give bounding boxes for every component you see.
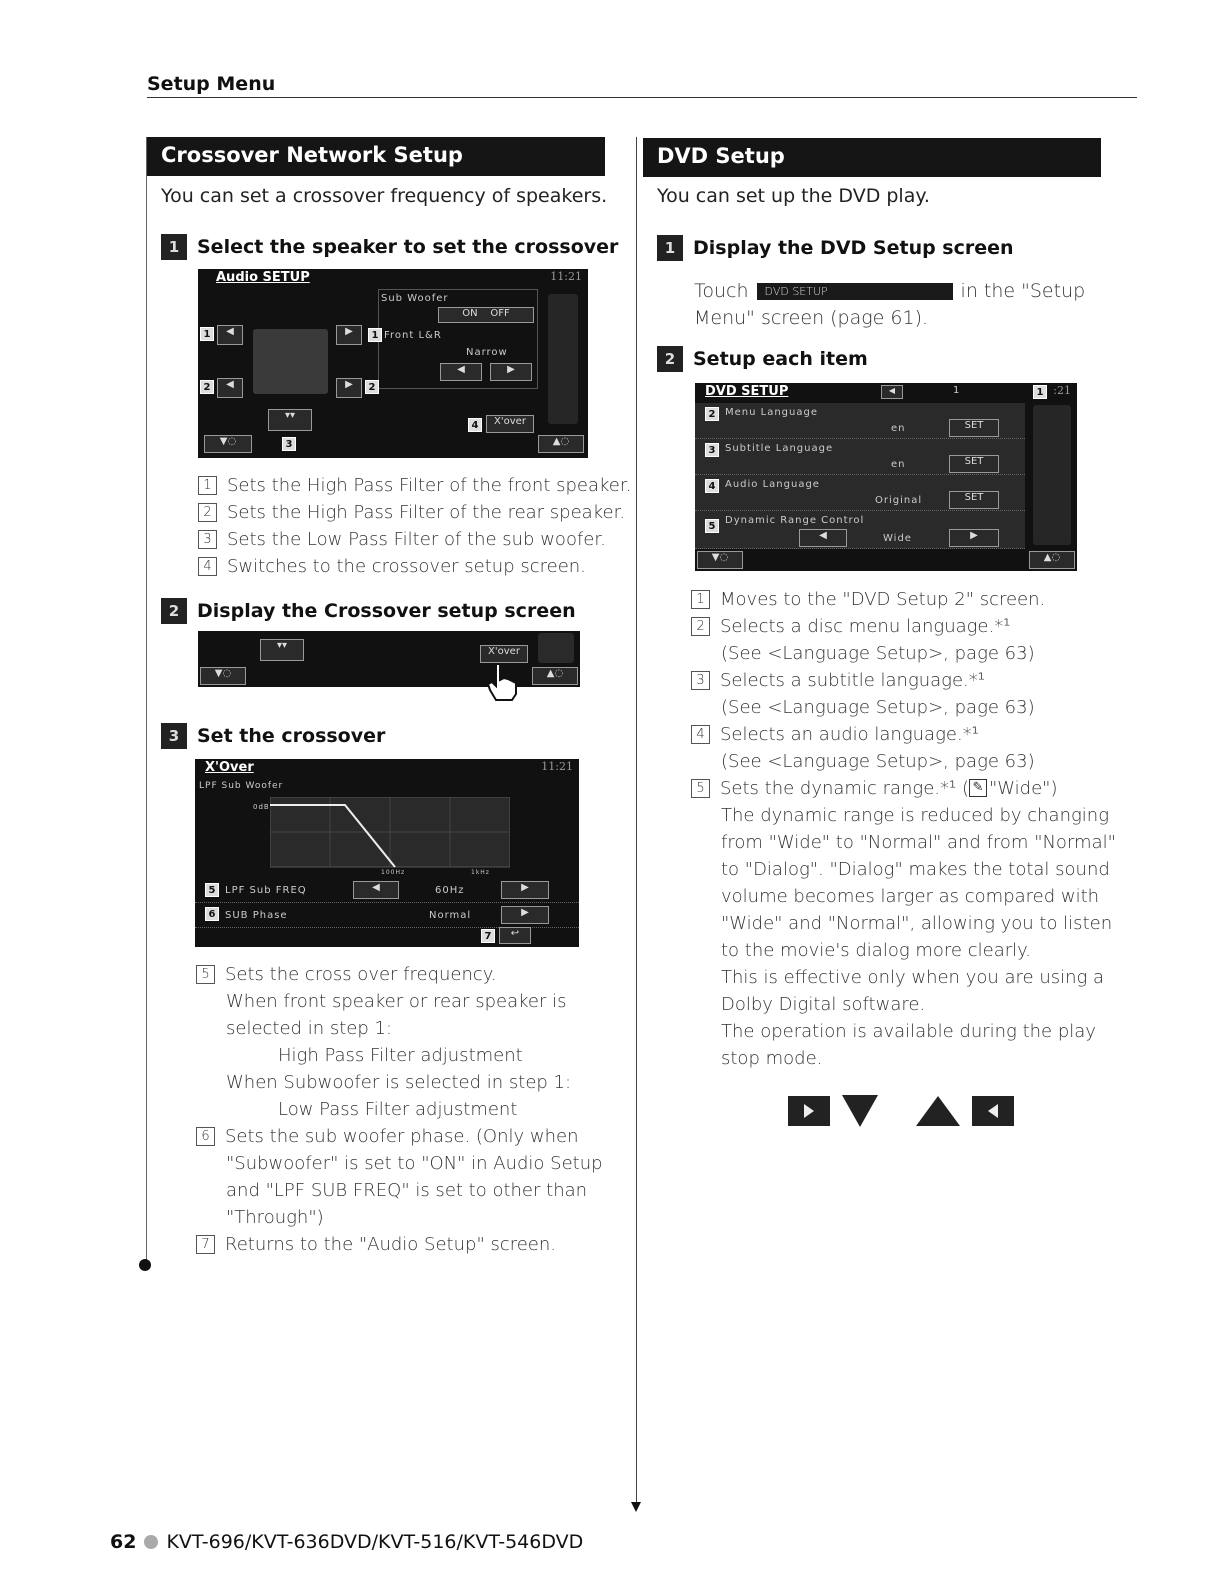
dvd-touch-instruction (694, 278, 1085, 332)
dynamic-range-next-button[interactable]: ▶ (949, 529, 999, 547)
list-item (691, 721, 1116, 748)
list-key: 6 (196, 1127, 215, 1146)
list-text: Selects a subtitle language.*¹ (720, 670, 985, 691)
sub-woofer-button[interactable]: ▾▾ (260, 639, 304, 661)
list-item (198, 472, 631, 499)
subtitle-language-row (695, 439, 1025, 475)
navigation-arrows-icon (788, 1095, 1014, 1127)
step-number: 2 (161, 598, 187, 624)
menu-language-value: en (891, 423, 906, 434)
list-text: The dynamic range is reduced by changing (721, 805, 1109, 826)
callout-4: 4 (705, 479, 719, 493)
audio-language-row (695, 475, 1025, 511)
front-left-button[interactable]: ◀ (217, 325, 243, 345)
list-text: When front speaker or rear speaker is (226, 991, 567, 1012)
list-text: The operation is available during the play (721, 1021, 1096, 1042)
callout-3: 3 (282, 437, 296, 451)
list-key: 4 (691, 725, 710, 744)
screen-time: :21 (1053, 384, 1071, 397)
freq-down-button[interactable]: ◀ (353, 881, 399, 899)
phase-button[interactable]: ▶ (501, 906, 549, 924)
callout-2: 2 (200, 380, 214, 394)
list-key: 1 (198, 476, 217, 495)
freq-up-button[interactable]: ▶ (501, 881, 549, 899)
screen-time: 11:21 (550, 270, 582, 283)
list-key: 5 (691, 779, 710, 798)
callout-5: 5 (705, 519, 719, 533)
list-text: (See <Language Setup>, page 63) (721, 643, 1035, 664)
rear-right-button[interactable]: ▶ (336, 378, 362, 398)
callout-2: 2 (705, 407, 719, 421)
step-title: Display the DVD Setup screen (693, 237, 1014, 259)
list-text: Selects an audio language.*¹ (720, 724, 979, 745)
middle-column-rule (636, 137, 637, 1502)
callout-1: 1 (1033, 385, 1047, 399)
dvd-step-2 (657, 346, 868, 372)
list-text: Sets the dynamic range.*¹ ( (720, 778, 969, 799)
callout-5: 5 (205, 883, 219, 897)
list-key: 3 (691, 671, 710, 690)
dvd-intro: You can set up the DVD play. (657, 185, 930, 207)
list-text: Returns to the "Audio Setup" screen. (225, 1234, 556, 1255)
wrench-icon: ✎ (969, 779, 987, 797)
xover-screen (195, 759, 579, 947)
dynamic-range-prev-button[interactable]: ◀ (799, 529, 847, 547)
subtitle-language-set-button[interactable]: SET (949, 455, 999, 473)
prev-page-icon (972, 1096, 1014, 1126)
on-off-toggle[interactable] (438, 307, 534, 323)
list-key: 2 (198, 503, 217, 522)
step-title: Select the speaker to set the crossover (197, 236, 619, 258)
list-text: to the movie's dialog more clearly. (721, 940, 1031, 961)
callout-3: 3 (705, 443, 719, 457)
car-speakers-icon (253, 329, 328, 394)
list-text: "Wide" and "Normal", allowing you to listen (721, 913, 1113, 934)
crossover-step-1 (161, 234, 618, 260)
list-text: When Subwoofer is selected in step 1: (226, 1072, 572, 1093)
list-item (196, 961, 603, 988)
list-text: (See <Language Setup>, page 63) (721, 697, 1035, 718)
dvd-setup-screen (695, 383, 1077, 571)
list-text: Dolby Digital software. (721, 994, 926, 1015)
list-text: Sets the High Pass Filter of the rear speaker. (227, 502, 626, 523)
scroll-up-button[interactable]: ▲◌ (538, 435, 584, 453)
lpf-freq-value: 60Hz (435, 885, 465, 896)
list-text: Switches to the crossover setup screen. (227, 556, 586, 577)
list-key: 1 (691, 590, 710, 609)
step-number: 1 (657, 235, 683, 261)
narrow-label: Narrow (466, 347, 508, 358)
list-item (198, 553, 631, 580)
dvd-step-1 (657, 235, 1014, 261)
callout-1b: 1 (200, 327, 214, 341)
list-key: 2 (691, 617, 710, 636)
dynamic-range-value: Wide (883, 533, 912, 544)
step-title: Display the Crossover setup screen (197, 600, 576, 622)
page-number: 62 (110, 1531, 137, 1553)
crossover-section-title: Crossover Network Setup (147, 137, 605, 176)
list-text: and "LPF SUB FREQ" is set to other than (226, 1180, 588, 1201)
list-text: to "Dialog". "Dialog" makes the total sound (721, 859, 1110, 880)
left-column-end-dot (139, 1259, 151, 1271)
footer-separator-icon (144, 1535, 158, 1549)
list-text: This is effective only when you are using a (721, 967, 1105, 988)
screen-title: Audio SETUP (216, 270, 310, 285)
screen-time: 11:21 (541, 760, 573, 773)
sub-woofer-button[interactable]: ▾▾ (268, 409, 312, 431)
list-item (691, 586, 1116, 613)
graph-label: LPF Sub Woofer (199, 781, 284, 791)
audio-setup-screen (198, 269, 588, 458)
list-text: Sets the sub woofer phase. (Only when (225, 1126, 579, 1147)
header-rule (147, 97, 1137, 98)
pointing-hand-icon (482, 660, 524, 704)
list-text: Sets the High Pass Filter of the front speaker. (227, 475, 632, 496)
touch-text: in the "Setup (960, 280, 1086, 302)
return-button[interactable]: ↩ (499, 927, 531, 944)
off-label: OFF (490, 308, 510, 319)
list-text: volume becomes larger as compared with (721, 886, 1100, 907)
crossover-graph (270, 797, 510, 869)
sub-phase-label: SUB Phase (225, 910, 288, 921)
rear-left-button[interactable]: ◀ (217, 378, 243, 398)
lpf-freq-label: LPF Sub FREQ (225, 885, 307, 896)
audio-language-label: Audio Language (725, 479, 820, 490)
front-label: Front L&R (384, 330, 442, 341)
sub-phase-row (195, 904, 579, 928)
callout-7: 7 (481, 929, 495, 943)
step-number: 1 (161, 234, 187, 260)
list-text: Selects a disc menu language.*¹ (720, 616, 1011, 637)
list-text: Sets the cross over frequency. (225, 964, 497, 985)
list-item (196, 1231, 603, 1258)
continue-arrow-icon (631, 1502, 641, 1512)
scroll-down-button[interactable]: ▼◌ (200, 667, 246, 685)
crossover-step1-list (198, 472, 631, 580)
list-text: stop mode. (721, 1048, 823, 1069)
dvd-step2-list (691, 586, 1116, 1072)
page-prev-button[interactable]: ◀ (881, 385, 903, 399)
list-text: High Pass Filter adjustment (278, 1045, 523, 1066)
crossover-step-3 (161, 723, 385, 749)
crossover-step3-list (196, 961, 603, 1258)
list-text: "Subwoofer" is set to "ON" in Audio Setup (226, 1153, 603, 1174)
list-key: 3 (198, 530, 217, 549)
list-text: Sets the Low Pass Filter of the sub woofer. (227, 529, 606, 550)
xover-button[interactable]: X'over (486, 415, 534, 433)
scroll-down-button[interactable]: ▼◌ (697, 551, 743, 569)
scroll-up-button[interactable]: ▲◌ (532, 667, 578, 685)
callout-1: 1 (368, 328, 382, 342)
tick-1khz: 1kHz (471, 869, 490, 876)
step-title: Set the crossover (197, 725, 386, 747)
subtitle-language-label: Subtitle Language (725, 443, 834, 454)
narrow-right-button[interactable]: ▶ (490, 363, 532, 381)
crossover-step-2 (161, 598, 576, 624)
screen-title: X'Over (205, 760, 254, 775)
list-text: "Wide") (989, 778, 1058, 799)
side-menu-icons (1033, 405, 1071, 545)
callout-4: 4 (468, 418, 482, 432)
callout-6: 6 (205, 907, 219, 921)
list-text: from "Wide" to "Normal" and from "Normal" (721, 832, 1116, 853)
list-item (691, 667, 1116, 694)
page-number: 1 (953, 385, 961, 396)
list-text: Low Pass Filter adjustment (278, 1099, 518, 1120)
sub-phase-value: Normal (429, 910, 472, 921)
up-arrow-icon (916, 1096, 960, 1126)
lpf-freq-row (195, 879, 579, 903)
crossover-intro: You can set a crossover frequency of speakers. (161, 185, 608, 207)
step-title: Setup each item (693, 348, 868, 370)
touch-text: Menu" screen (page 61). (694, 307, 929, 329)
list-item (198, 526, 631, 553)
list-key: 5 (196, 965, 215, 984)
list-item (691, 613, 1116, 640)
down-arrow-icon (842, 1095, 878, 1127)
dynamic-range-label: Dynamic Range Control (725, 515, 865, 526)
left-column-rule (146, 137, 147, 1264)
side-menu-icons (548, 294, 578, 424)
dynamic-range-row (695, 511, 1025, 549)
scroll-up-button[interactable]: ▲◌ (1029, 551, 1075, 569)
screen-title: DVD SETUP (705, 384, 789, 399)
xover-button[interactable]: X'over (480, 645, 528, 663)
scroll-down-button[interactable]: ▼◌ (204, 435, 252, 453)
step-number: 2 (657, 346, 683, 372)
list-key: 7 (196, 1235, 215, 1254)
menu-language-set-button[interactable]: SET (949, 419, 999, 437)
list-text: "Through") (226, 1207, 324, 1228)
subtitle-language-value: en (891, 459, 906, 470)
page-header: Setup Menu (147, 73, 276, 95)
dvd-setup-button[interactable]: DVD SETUP (757, 283, 953, 300)
sub-woofer-label: Sub Woofer (381, 293, 449, 304)
step-number: 3 (161, 723, 187, 749)
list-item (196, 1123, 603, 1150)
list-item (198, 499, 631, 526)
wrench-icon (538, 633, 574, 663)
audio-language-value: Original (875, 495, 923, 506)
graph-0db: 0dB (253, 803, 270, 811)
front-right-button[interactable]: ▶ (336, 325, 362, 345)
list-text: selected in step 1: (226, 1018, 393, 1039)
on-label: ON (462, 308, 478, 319)
tick-100hz: 100Hz (381, 869, 406, 876)
dvd-section-title: DVD Setup (643, 138, 1101, 177)
narrow-left-button[interactable]: ◀ (440, 363, 482, 381)
list-text: Moves to the "DVD Setup 2" screen. (720, 589, 1046, 610)
list-item (691, 775, 1116, 802)
menu-language-row (695, 403, 1025, 439)
list-key: 4 (198, 557, 217, 576)
menu-language-label: Menu Language (725, 407, 818, 418)
list-text: (See <Language Setup>, page 63) (721, 751, 1035, 772)
page-footer (110, 1531, 583, 1553)
touch-text: Touch (694, 280, 749, 302)
model-list: KVT-696/KVT-636DVD/KVT-516/KVT-546DVD (166, 1531, 584, 1553)
callout-2b: 2 (365, 380, 379, 394)
audio-language-set-button[interactable]: SET (949, 491, 999, 509)
next-page-icon (788, 1096, 830, 1126)
